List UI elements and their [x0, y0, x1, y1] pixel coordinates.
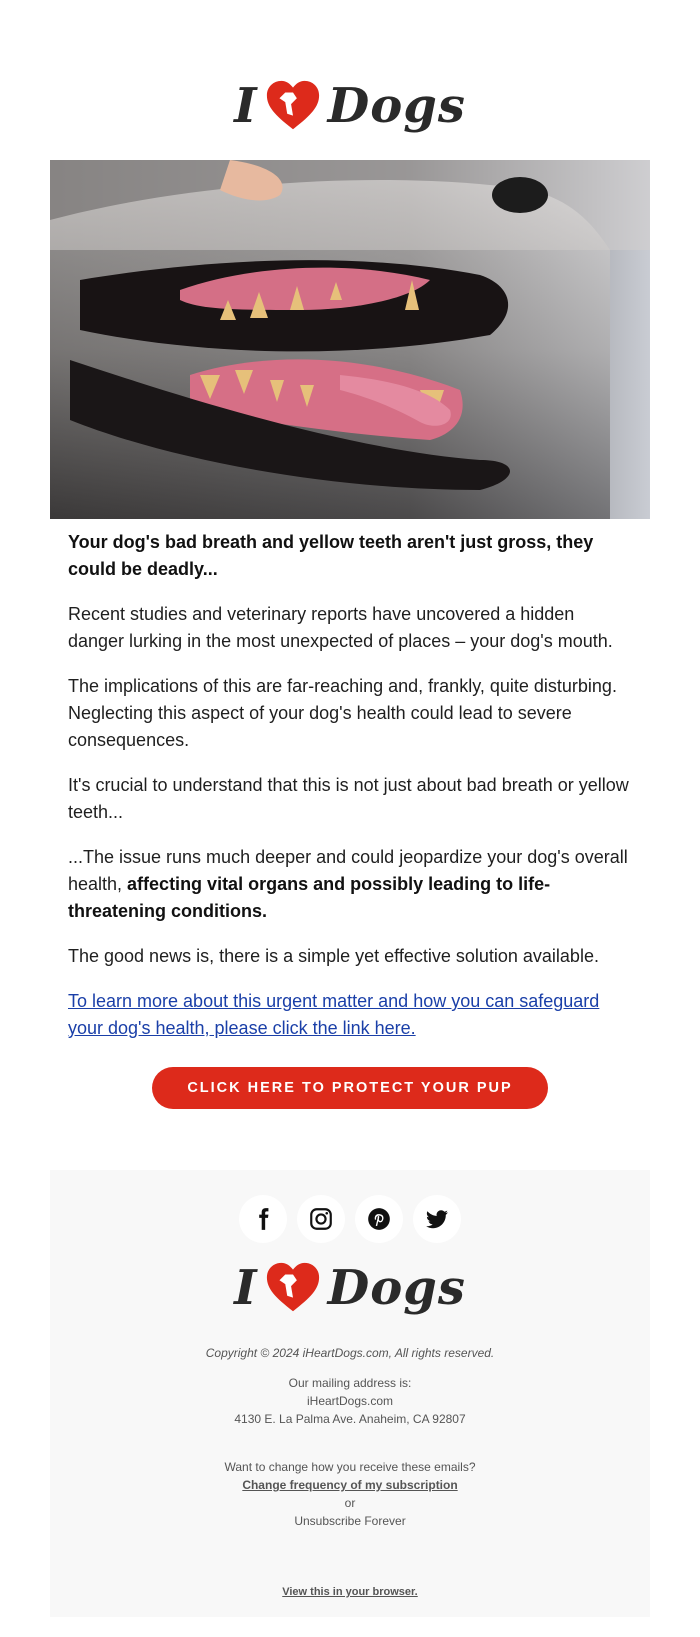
paragraph-4-text: ...The issue runs much deeper and could jeopardize your dog's overall health, — [68, 847, 628, 894]
heart-dog-icon — [264, 1259, 322, 1317]
footer-logo-text-left: I — [234, 1259, 258, 1316]
instagram-icon[interactable] — [297, 1195, 345, 1243]
protect-your-pup-button[interactable]: CLICK HERE TO PROTECT YOUR PUP — [152, 1067, 548, 1109]
mailing-label: Our mailing address is: — [288, 1376, 412, 1390]
mailing-name: iHeartDogs.com — [306, 1394, 394, 1408]
paragraph-2: The implications of this are far-reaching and, frankly, quite disturbing. Neglecting this aspect of your dog's health could lead to severe consequences. — [68, 676, 617, 750]
pinterest-icon[interactable] — [355, 1195, 403, 1243]
view-in-browser — [50, 1583, 650, 1601]
copyright-text: Copyright © 2024 iHeartDogs.com, All rights reserved. — [205, 1346, 495, 1360]
mailing-street: 4130 E. La Palma Ave. Anaheim, CA 92807 — [234, 1412, 466, 1426]
mailing-address — [50, 1374, 650, 1428]
or-text: or — [344, 1496, 356, 1510]
change-prompt: Want to change how you receive these emails? — [224, 1460, 476, 1474]
unsubscribe-link[interactable]: Unsubscribe Forever — [294, 1514, 406, 1528]
link-paragraph — [68, 988, 634, 1042]
social-links — [50, 1195, 650, 1243]
logo-text-right: Dogs — [327, 77, 466, 134]
footer-logo-text-right: Dogs — [327, 1259, 466, 1316]
email-preferences — [50, 1458, 650, 1530]
paragraph-5: The good news is, there is a simple yet effective solution available. — [68, 946, 599, 966]
paragraph-4-bold: affecting vital organs and possibly leading to life-threatening conditions. — [68, 874, 551, 921]
paragraph-4 — [68, 844, 634, 925]
view-in-browser-link[interactable]: View this in your browser. — [282, 1586, 418, 1598]
learn-more-link[interactable]: To learn more about this urgent matter and how you can safeguard your dog's health, please click the link here. — [68, 991, 600, 1038]
footer — [50, 1170, 650, 1617]
header-logo[interactable] — [0, 68, 700, 143]
footer-logo[interactable] — [0, 1250, 700, 1325]
paragraph-1: Recent studies and veterinary reports have uncovered a hidden danger lurking in the most unexpected of places – your dog's mouth. — [68, 604, 613, 651]
logo-text-left: I — [234, 77, 258, 134]
twitter-icon[interactable] — [413, 1195, 461, 1243]
change-frequency-link[interactable]: Change frequency of my subscription — [242, 1478, 458, 1492]
heart-dog-icon — [264, 77, 322, 135]
lead-paragraph: Your dog's bad breath and yellow teeth aren't just gross, they could be deadly... — [68, 532, 594, 579]
facebook-icon[interactable] — [239, 1195, 287, 1243]
paragraph-3: It's crucial to understand that this is not just about bad breath or yellow teeth... — [68, 775, 629, 822]
email-body — [68, 529, 634, 1060]
dog-teeth-photo[interactable] — [50, 160, 650, 519]
